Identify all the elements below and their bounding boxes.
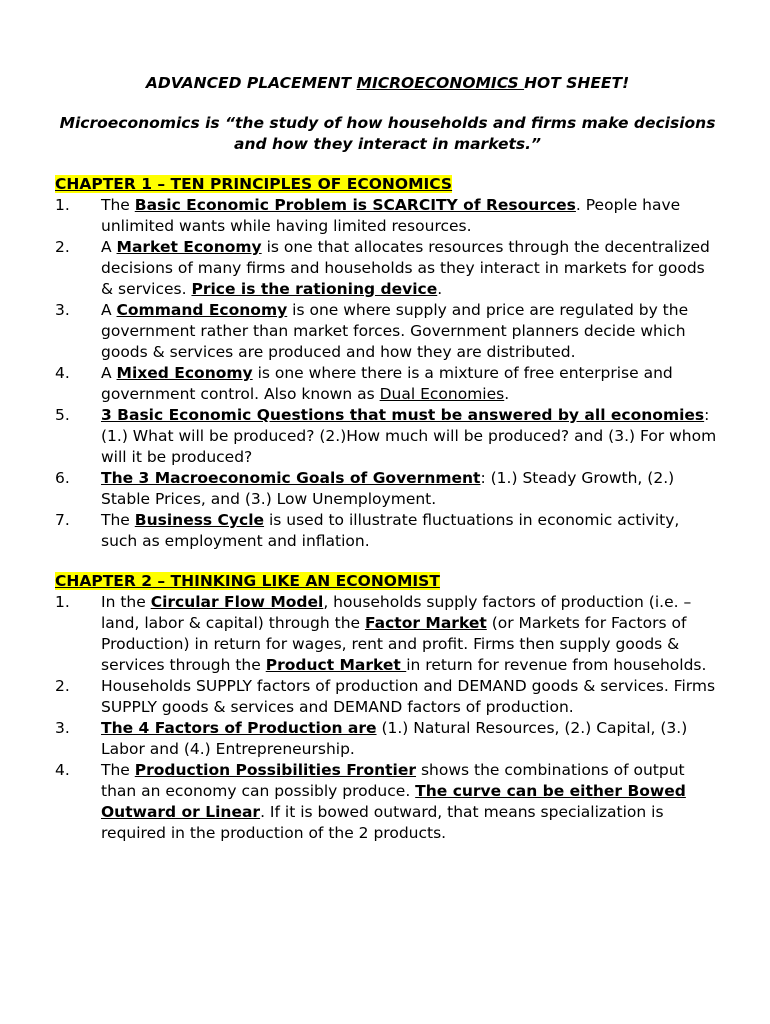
list-item — [55, 718, 720, 760]
title-part-1: ADVANCED PLACEMENT — [145, 74, 357, 92]
item-text: The — [101, 196, 135, 214]
title-part-2: MICROECONOMICS — [356, 74, 525, 92]
key-term: The 4 Factors of Production are — [101, 719, 377, 737]
item-number: 5. — [55, 406, 70, 424]
key-term: Market Economy — [116, 238, 262, 256]
item-text: is used to illustrate fluctuations in economic activity, such as employment and inflation. — [101, 511, 680, 550]
chapter-2-heading — [55, 571, 720, 592]
item-text: , households supply factors of production (i.e. – land, labor & capital) through the — [101, 593, 692, 632]
item-text: in return for revenue from households. — [406, 656, 707, 674]
item-number: 2. — [55, 677, 70, 695]
item-number: 1. — [55, 196, 70, 214]
title-part-3: HOT SHEET! — [524, 74, 630, 92]
item-text: The — [101, 511, 135, 529]
key-term: Basic Economic Problem is SCARCITY of Resources — [134, 196, 576, 214]
item-text: . People have unlimited wants while having limited resources. — [101, 196, 681, 235]
item-text: . — [437, 280, 443, 298]
key-term: The 3 Macroeconomic Goals of Government — [101, 469, 481, 487]
item-text: The — [101, 761, 135, 779]
list-item — [55, 195, 720, 237]
item-text: (1.) Natural Resources, (2.) Capital, (3.) Labor and (4.) Entrepreneurship. — [101, 719, 688, 758]
item-text: Households SUPPLY factors of production and DEMAND goods & services. Firms SUPPLY goods & services and DEMAND factors of production. — [101, 677, 716, 716]
key-term: Command Economy — [116, 301, 288, 319]
underlined-term: Dual Economies — [379, 385, 505, 403]
key-term: Price is the rationing device — [191, 280, 438, 298]
item-number: 6. — [55, 469, 70, 487]
item-text: is one where there is a mixture of free enterprise and government control. Also known as — [101, 364, 673, 403]
list-item — [55, 363, 720, 405]
item-text: is one that allocates resources through the decentralized decisions of many firms and households as they interact in markets for goods & services. — [101, 238, 710, 298]
item-text: is one where supply and price are regulated by the government rather than market forces. Government planners decide which goods & services are produced and how they are distributed. — [101, 301, 689, 361]
key-term: Product Market — [265, 656, 407, 674]
list-item — [55, 510, 720, 552]
chapter-1-heading-text: CHAPTER 1 – TEN PRINCIPLES OF ECONOMICS — [55, 175, 453, 193]
list-item — [55, 592, 720, 676]
item-text: In the — [101, 593, 151, 611]
key-term: 3 Basic Economic Questions that must be answered by all economies — [101, 406, 705, 424]
list-item — [55, 405, 720, 468]
item-text: : (1.) What will be produced? (2.)How much will be produced? and (3.) For whom will it be produced? — [101, 406, 717, 466]
key-term: Business Cycle — [134, 511, 265, 529]
list-item — [55, 760, 720, 844]
chapter-1-heading — [55, 174, 720, 195]
item-number: 4. — [55, 364, 70, 382]
item-number: 4. — [55, 761, 70, 779]
item-text: . If it is bowed outward, that means specialization is required in the production of the 2 products. — [101, 803, 664, 842]
list-item — [55, 300, 720, 363]
item-number: 3. — [55, 301, 70, 319]
item-number: 7. — [55, 511, 70, 529]
chapter-1-list — [55, 195, 720, 552]
item-text: A — [101, 301, 117, 319]
item-text: A — [101, 238, 117, 256]
key-term: Production Possibilities Frontier — [134, 761, 417, 779]
key-term: Mixed Economy — [116, 364, 253, 382]
item-text: A — [101, 364, 117, 382]
item-number: 3. — [55, 719, 70, 737]
definition-text: Microeconomics is “the study of how households and firms make decisions and how they interact in markets.” — [59, 114, 716, 153]
item-number: 2. — [55, 238, 70, 256]
key-term: The curve can be either Bowed Outward or Linear — [101, 782, 686, 821]
list-item — [55, 237, 720, 300]
list-item — [55, 468, 720, 510]
list-item — [55, 676, 720, 718]
chapter-2-list — [55, 592, 720, 844]
key-term: Factor Market — [364, 614, 487, 632]
item-number: 1. — [55, 593, 70, 611]
item-text: . — [504, 385, 510, 403]
item-text: (or Markets for Factors of Production) in return for wages, rent and profit. Firms then supply goods & services through the — [101, 614, 687, 674]
item-text: : (1.) Steady Growth, (2.) Stable Prices, and (3.) Low Unemployment. — [101, 469, 675, 508]
item-text: shows the combinations of output than an economy can possibly produce. — [101, 761, 685, 800]
page-title — [55, 73, 720, 94]
key-term: Circular Flow Model — [150, 593, 324, 611]
chapter-2-heading-text: CHAPTER 2 – THINKING LIKE AN ECONOMIST — [55, 572, 440, 590]
